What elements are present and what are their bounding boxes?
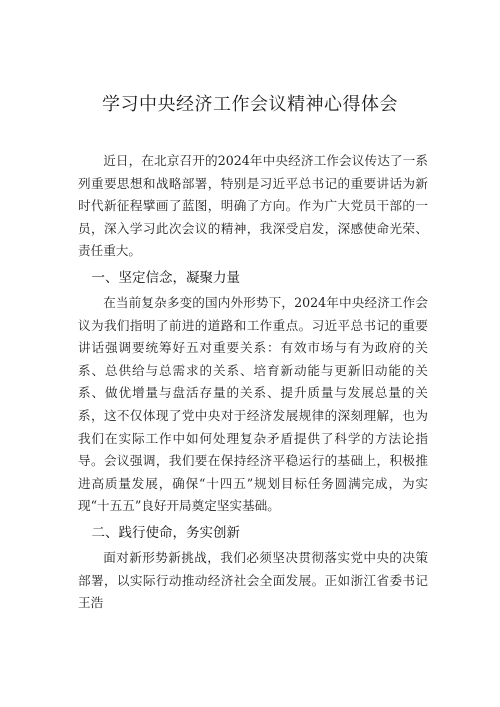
section-2-heading: 二、践行使命，务实创新 xyxy=(91,524,240,541)
section-2-paragraph: 面对新形势新挑战，我们必须坚决贯彻落实党中央的决策部署，以实际行动推动经济社会全面发展。正如浙江省委书记王浩 xyxy=(78,549,428,611)
document-body xyxy=(78,150,428,615)
intro-paragraph: 近日，在北京召开的2024年中央经济工作会议传达了一系列重要思想和战略部署，特别是习近平总书记的重要讲话为新时代新征程擘画了蓝图，明确了方向。作为广大党员干部的一员，深入学习此次会议的精神，我深受启发，深感使命光荣、责任重大。 xyxy=(78,153,428,259)
section-1-paragraph: 在当前复杂多变的国内外形势下，2024年中央经济工作会议为我们指明了前进的道路和工作重点。习近平总书记的重要讲话强调要统筹好五对重要关系：有效市场与有为政府的关系、总供给与总需求的关系、培育新动能与更新旧动能的关系、做优增量与盘活存量的关系、提升质量与发展总量的关系，这不仅体现了党中央对于经济发展规律的深刻理解，也为我们在实际工作中如何处理复杂矛盾提供了科学的方法论指导。会议强调，我们要在保持经济平稳运行的基础上，积极推进高质量发展，确保“十四五”规划目标任务圆满完成，为实现“十五五”良好开局奠定坚实基础。 xyxy=(78,294,428,514)
section-1-heading: 一、坚定信念，凝聚力量 xyxy=(91,269,240,286)
document-title: 学习中央经济工作会议精神心得体会 xyxy=(102,94,398,115)
